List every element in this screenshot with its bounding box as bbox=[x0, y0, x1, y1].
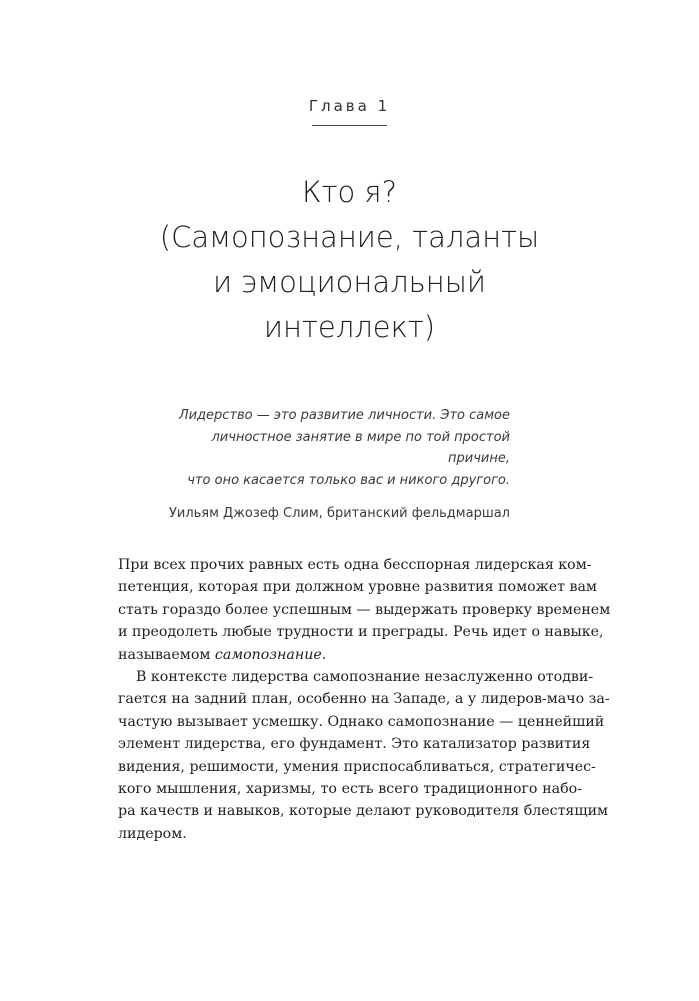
text-line: петенция, которая при должном уровне развития поможет вам bbox=[118, 579, 597, 596]
text-line: При всех прочих равных есть одна бесспорная лидерская ком- bbox=[118, 557, 592, 573]
text-line: кого мышления, харизмы, то есть всего традиционного набо- bbox=[118, 781, 582, 798]
epigraph-line: что оно касается только вас и никого другого. bbox=[187, 472, 510, 488]
chapter-title-line: и эмоциональный bbox=[212, 265, 487, 299]
paragraph-1 bbox=[118, 554, 611, 666]
chapter-label: Глава 1 bbox=[308, 97, 391, 115]
chapter-divider bbox=[312, 125, 387, 126]
paragraph-2 bbox=[118, 666, 610, 845]
text-fragment: называемом bbox=[118, 646, 215, 663]
chapter-title-line: (Самопознание, таланты bbox=[159, 220, 540, 254]
text-line bbox=[118, 644, 582, 666]
epigraph bbox=[150, 405, 510, 521]
chapter-title bbox=[0, 170, 699, 350]
text-line: частую вызывает усмешку. Однако самопознание — ценнейший bbox=[118, 713, 605, 730]
text-line: лидером. bbox=[118, 825, 187, 842]
epigraph-quote bbox=[150, 405, 510, 491]
chapter-title-line: Кто я? bbox=[302, 175, 397, 209]
chapter-title-line: интеллект) bbox=[263, 310, 436, 344]
text-line: В контексте лидерства самопознание незаслуженно отодви- bbox=[136, 669, 594, 686]
epigraph-author: Уильям Джозеф Слим, британский фельдмаршал bbox=[168, 506, 510, 521]
text-line: и преодолеть любые трудности и преграды. Речь идет о навыке, bbox=[118, 624, 604, 641]
epigraph-line: личностное занятие в мире по той простой причине, bbox=[211, 429, 510, 466]
epigraph-line: Лидерство — это развитие личности. Это самое bbox=[178, 408, 510, 423]
text-line: видения, решимости, умения приспосабливаться, стратегичес- bbox=[118, 758, 596, 775]
body-text bbox=[118, 554, 611, 845]
emphasized-term: самопознание bbox=[214, 646, 322, 663]
text-fragment: . bbox=[321, 646, 327, 663]
text-line: ра качеств и навыков, которые делают руководителя блестящим bbox=[118, 803, 609, 820]
text-line: стать гораздо более успешным — выдержать проверку временем bbox=[118, 601, 611, 618]
text-line: элемент лидерства, его фундамент. Это катализатор развития bbox=[118, 736, 591, 753]
text-line: гается на задний план, особенно на Западе, а у лидеров-мачо за- bbox=[118, 691, 610, 708]
